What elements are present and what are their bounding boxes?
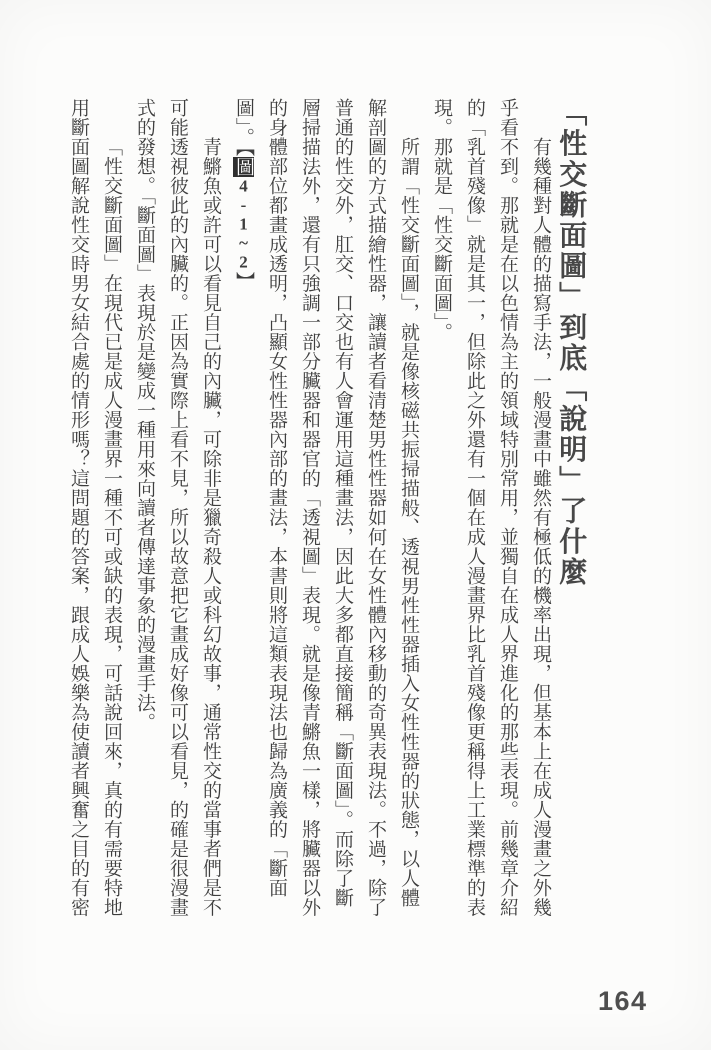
body-column: 的身體部位都畫成透明，凸顯女性性器內部的畫法，本書則將這類表現法也歸為廣義的「斷面 [266,98,287,898]
text-columns [62,98,557,924]
body-column: 有幾種對人體的描寫手法，一般漫畫中雖然有極低的機率出現，但基本上在成人漫畫之外幾 [530,137,551,917]
body-column: 現。那就是「性交斷面圖」。 [431,98,452,342]
body-column: 青鱂魚或許可以看見自己的內臟，可除非是獵奇殺人或科幻故事，通常性交的當事者們是不 [200,137,221,917]
body-column: 層掃描法外，還有只強調一部分臟器和器官的「透視圖」表現。就是像青鱂魚一樣，將臟器以外 [299,98,320,917]
body-column: 解剖圖的方式描繪性器，讓讀者看清楚男性性器如何在女性體內移動的奇異表現法。不過，除了 [365,98,386,917]
body-text-segment: 圖」。【 [233,98,254,157]
body-column: 「性交斷面圖」在現代已是成人漫畫界一種不可或缺的表現，可話說回來，真的有需要特地 [101,137,122,917]
body-column: 式的發想。「斷面圖」表現於是變成一種用來向讀者傳達事象的漫畫手法。 [134,98,155,732]
body-column: 可能透視彼此的內臟的。正因為實際上看不見，所以故意把它畫成好像可以看見，的確是很漫畫 [167,98,188,917]
body-text-segment: 】 [233,271,254,291]
body-column: 普通的性交外，肛交、口交也有人會運用這種畫法，因此大多都直接簡稱「斷面圖」。而除了斷 [332,98,353,908]
page-number: 164 [598,986,648,1016]
body-column [227,98,260,924]
body-column: 乎看不到。那就是在以色情為主的領域特別常用，並獨自在成人界進化的那些表現。前幾章介紹 [497,98,518,917]
body-column: 的「乳首殘像」就是其一，但除此之外還有一個在成人漫畫界比乳首殘像更稱得上工業標準的表 [464,98,485,917]
figure-reference-number: 4-1~2 [234,176,253,272]
page-title: 「性交斷面圖」到底「說明」了什麼 [555,98,587,588]
body-column: 所謂「性交斷面圖」，就是像核磁共振掃描般、透視男性性器插入女性性器的狀態，以人體 [398,137,419,908]
figure-reference-marker: 圖 [233,157,254,177]
body-column: 用斷面圖解說性交時男女結合處的情形嗎？這問題的答案，跟成人娛樂為使讀者興奮之目的有密 [68,98,89,917]
